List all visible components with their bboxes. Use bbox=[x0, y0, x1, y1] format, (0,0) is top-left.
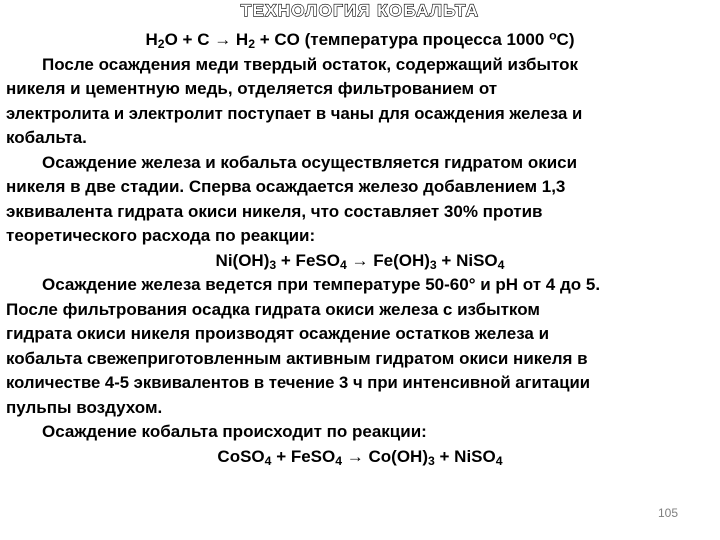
paragraph-3-line-5: количестве 4-5 эквивалентов в течение 3 ч при интенсивной агитации bbox=[6, 373, 590, 392]
paragraph-2-line-2: никеля в две стадии. Сперва осаждается железо добавлением 1,3 bbox=[6, 177, 566, 196]
reaction-iron-precipitation bbox=[6, 249, 714, 274]
subscript: 4 bbox=[497, 257, 505, 272]
subscript: 3 bbox=[429, 257, 437, 272]
paragraph-2-line-4: теоретического расхода по реакции: bbox=[6, 226, 316, 245]
paragraph-2-line-3: эквивалента гидрата окиси никеля, что составляет 30% против bbox=[6, 201, 543, 221]
superscript: о bbox=[549, 28, 557, 43]
paragraph-3-line-1: Осаждение железа ведется при температуре 50-60° и рН от 4 до 5. bbox=[42, 275, 601, 294]
reaction-part: + FeSO bbox=[271, 446, 336, 466]
subscript: 3 bbox=[269, 257, 277, 272]
reaction-part: → Co(OH) bbox=[342, 446, 428, 466]
subscript: 3 bbox=[428, 453, 435, 468]
document-body bbox=[6, 28, 714, 469]
subscript: 4 bbox=[335, 453, 343, 468]
reaction-water-gas bbox=[6, 28, 714, 53]
reaction-part: С) bbox=[556, 30, 575, 49]
reaction-part: CoSO bbox=[217, 446, 265, 466]
paragraph-2-line-1: Осаждение железа и кобальта осуществляется гидратом окиси bbox=[42, 152, 578, 172]
reaction-part: + NiSO bbox=[436, 250, 498, 270]
paragraph-1-line-2: никеля и цементную медь, отделяется фильтрованием от bbox=[6, 79, 498, 98]
paragraph-1-line-1: После осаждения меди твердый остаток, содержащий избыток bbox=[42, 54, 578, 74]
paragraph-4-line-1: Осаждение кобальта происходит по реакции: bbox=[42, 422, 427, 441]
reaction-part: + NiSO bbox=[434, 446, 496, 466]
subscript: 2 bbox=[248, 37, 256, 52]
subscript: 4 bbox=[264, 453, 272, 468]
subscript: 4 bbox=[495, 453, 503, 468]
paragraph-3-line-2: После фильтрования осадка гидрата окиси железа с избытком bbox=[6, 299, 540, 319]
paragraph-3-line-6: пульпы воздухом. bbox=[6, 397, 163, 417]
reaction-part: Ni(OH) bbox=[215, 250, 270, 270]
reaction-part: + CO (температура процесса 1000 bbox=[255, 30, 550, 49]
reaction-cobalt-precipitation bbox=[6, 445, 714, 470]
paragraph-3-line-3: гидрата окиси никеля производят осаждение остатков железа и bbox=[6, 324, 550, 343]
page-number: 105 bbox=[657, 506, 678, 520]
paragraph-3-line-4: кобальта свежеприготовленным активным гидратом окиси никеля в bbox=[6, 348, 588, 368]
subscript: 4 bbox=[339, 257, 347, 272]
reaction-part: H bbox=[145, 30, 158, 49]
reaction-part: + FeSO bbox=[276, 250, 340, 270]
slide-title: ТЕХНОЛОГИЯ КОБАЛЬТА bbox=[240, 1, 480, 20]
reaction-part: → Fe(OH) bbox=[346, 250, 430, 270]
reaction-part: O + C → H bbox=[164, 30, 249, 49]
subscript: 2 bbox=[157, 37, 165, 52]
paragraph-1-line-3: электролита и электролит поступает в чаны для осаждения железа и bbox=[6, 103, 583, 123]
paragraph-1-line-4: кобальта. bbox=[6, 128, 87, 147]
